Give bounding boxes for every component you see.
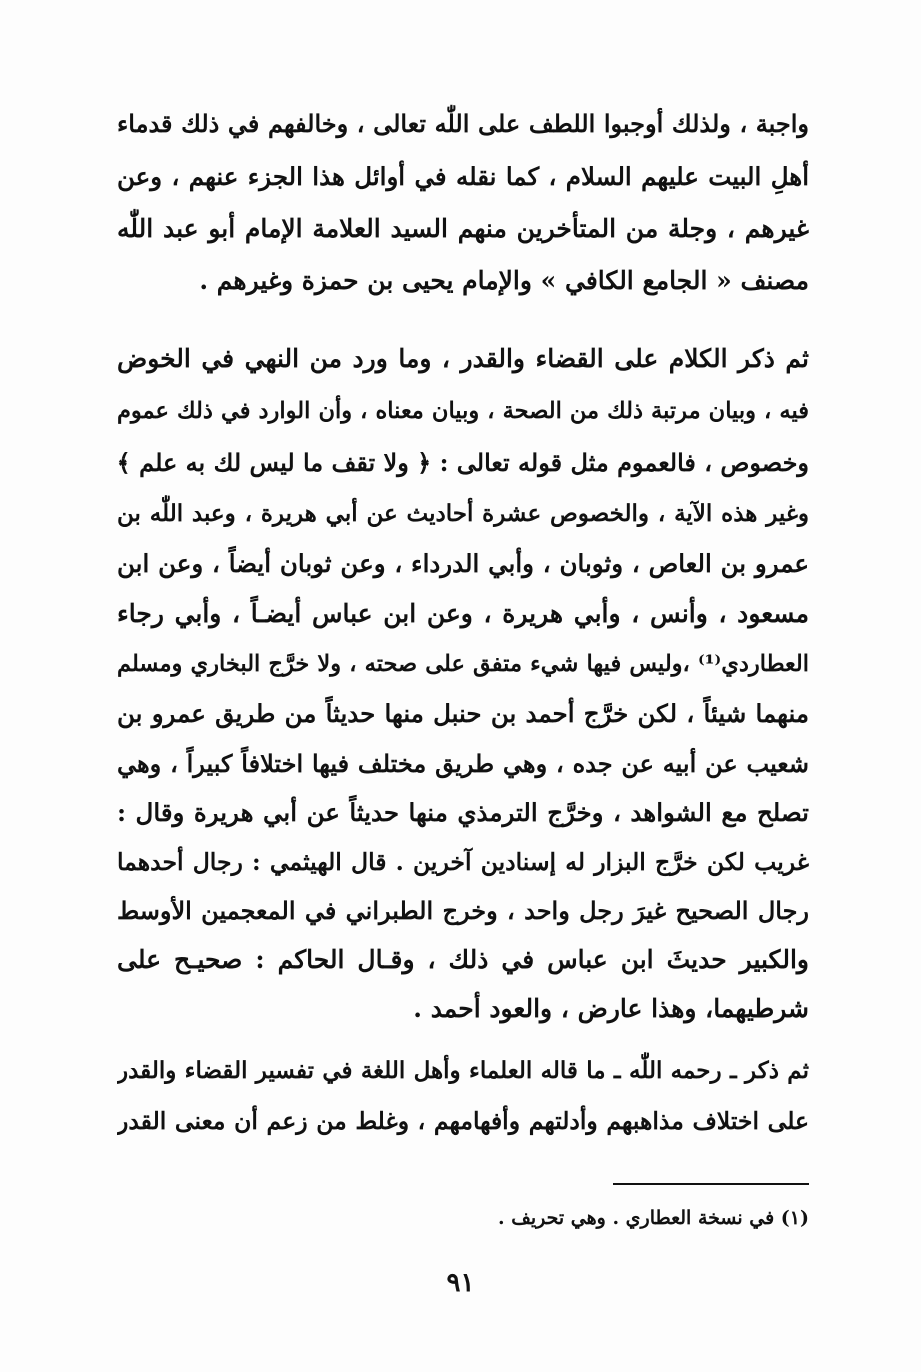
text-line: واجبة ، ولذلك أوجبوا اللطف على اللّٰه تعالى ، وخالفهم في ذلك قدماء [117,109,809,138]
footnote: (١) في نسخة العطاري . وهي تحريف . [497,1207,809,1229]
text-line: ثم ذكر ـ رحمه اللّٰه ـ ما قاله العلماء وأهل اللغة في تفسير القضاء والقدر [117,1057,809,1084]
text-line: على اختلاف مذاهبهم وأدلتهم وأفهامهم ، وغلط من زعم أن معنى القدر [117,1107,809,1135]
text-line: شعيب عن أبيه عن جده ، وهي طريق مختلف فيها اختلافاً كبيراً ، وهي [117,749,809,778]
footnote-separator [613,1183,809,1185]
text-line: تصلح مع الشواهد ، وخرَّج الترمذي منها حديثاً عن أبي هريرة وقال : [117,798,809,827]
text-line: عمرو بن العاص ، وثوبان ، وأبي الدرداء ، وعن ثوبان أيضاً ، وعن ابن [117,549,809,578]
page-number: ٩١ [446,1268,475,1298]
text-line: فيه ، وبيان مرتبة ذلك من الصحة ، وبيان معناه ، وأن الوارد في ذلك عموم [117,398,809,424]
text-line: وغير هذه الآية ، والخصوص عشرة أحاديث عن أبي هريرة ، وعبد اللّٰه بن [117,500,809,527]
text-line: العطاردي⁽¹⁾ ،وليس فيها شيء متفق على صحته ، ولا خرَّج البخاري ومسلم [117,651,809,677]
text-line: منهما شيئاً ، لكن خرَّج أحمد بن حنبل منها حديثاً من طريق عمرو بن [117,699,809,728]
text-line: مسعود ، وأنس ، وأبي هريرة ، وعن ابن عباس أيضـاً ، وأبي رجاء [117,599,809,628]
text-line: وخصوص ، فالعموم مثل قوله تعالى : ﴿ ولا تقف ما ليس لك به علم ﴾ [117,448,809,477]
text-line: شرطيهما، وهذا عارض ، والعود أحمد . [413,994,809,1023]
text-line: رجال الصحيح غيرَ رجل واحد ، وخرج الطبراني في المعجمين الأوسط [117,896,809,925]
text-line: غريب لكن خرَّج البزار له إسنادين آخرين . قال الهيثمي : رجال أحدهما [117,848,809,876]
text-line: مصنف « الجامع الكافي » والإمام يحيى بن حمزة وغيرهم . [199,266,809,295]
text-line: ثم ذكر الكلام على القضاء والقدر ، وما ورد من النهي في الخوض [117,344,809,373]
text-line: غيرهم ، وجلة من المتأخرين منهم السيد العلامة الإمام أبو عبد اللّٰه [117,214,809,243]
text-line: أهلِ البيت عليهم السلام ، كما نقله في أوائل هذا الجزء عنهم ، وعن [117,162,809,191]
text-line: والكبير حديثَ ابن عباس في ذلك ، وقـال الحاكم : صحيـح على [117,945,809,974]
